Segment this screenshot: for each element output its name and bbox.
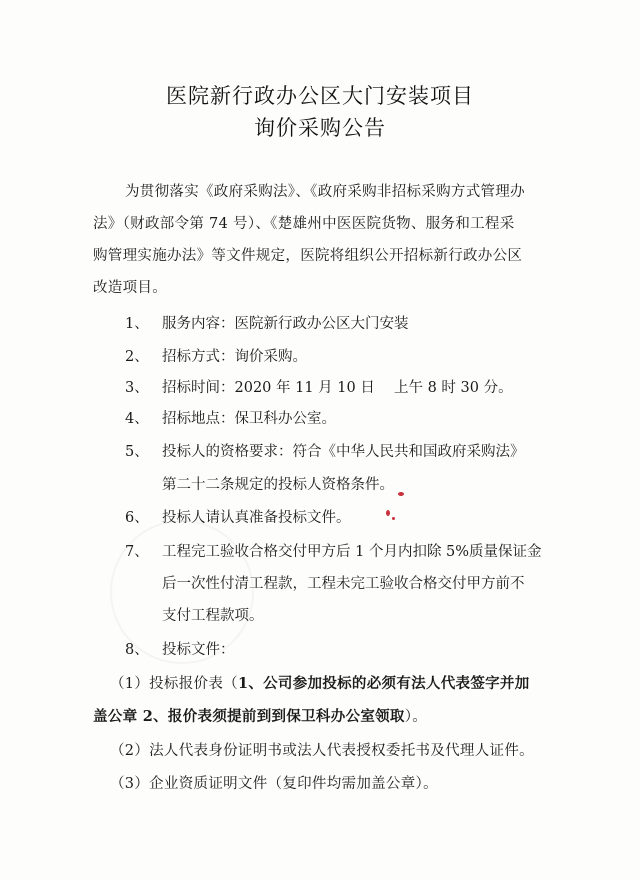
item-number: 7、 (125, 544, 149, 560)
item-text: 第二十二条规定的投标人资格条件。 (162, 477, 394, 493)
red-ink-mark (392, 517, 395, 520)
document-item-1-bold: 1、公司参加投标的必须有法人代表签字并加 (237, 675, 530, 692)
red-ink-mark (386, 510, 390, 516)
item-text: 招标时间：2020 年 11 月 10 日 上午 8 时 30 分。 (162, 380, 513, 396)
item-number: 1、 (125, 316, 149, 332)
document-item-3: （3）企业资质证明文件（复印件均需加盖公章）。 (110, 776, 438, 792)
document-item-1 (110, 672, 530, 693)
intro-line: 购管理实施办法》等文件规定，医院将组织公开招标新行政办公区 (93, 248, 523, 264)
item-number: 6、 (125, 510, 149, 526)
item-text: 投标人的资格要求：符合《中华人民共和国政府采购法》 (162, 444, 525, 460)
item-text: 招标方式：询价采购。 (162, 349, 307, 365)
item-text: 服务内容：医院新行政办公区大门安装 (162, 316, 409, 332)
intro-line: 为贯彻落实《政府采购法》、《政府采购非招标采购方式管理办 (125, 184, 525, 200)
document-item-2: （2）法人代表身份证明书或法人代表授权委托书及代理人证件。 (110, 743, 534, 759)
item-text: 支付工程款项。 (162, 608, 264, 624)
item-text: 后一次性付清工程款，工程未完工验收合格交付甲方前不 (162, 576, 525, 592)
document-item-1-prefix: （1）投标报价表（ (110, 676, 238, 692)
item-number: 3、 (125, 380, 149, 396)
red-ink-mark (398, 492, 404, 496)
document-item-1-continued (93, 705, 427, 726)
item-text: 投标文件： (162, 642, 235, 658)
intro-line: 法》（财政部令第 74 号）、《楚雄州中医医院货物、服务和工程采 (93, 216, 515, 232)
document-item-1-bold: 盖公章 2、报价表须提前到到保卫科办公室领取 (93, 708, 405, 725)
intro-line: 改造项目。 (93, 280, 167, 296)
item-number: 4、 (125, 411, 149, 427)
item-text: 投标人请认真准备投标文件。 (162, 510, 351, 526)
document-title: 医院新行政办公区大门安装项目 (166, 84, 474, 108)
item-number: 2、 (125, 349, 149, 365)
item-text: 工程完工验收合格交付甲方后 1 个月内扣除 5%质量保证金 (162, 544, 542, 560)
document-item-1-suffix: ）。 (404, 709, 428, 725)
faint-stamp-mark (110, 520, 254, 664)
item-number: 8、 (125, 642, 149, 658)
document-subtitle: 询价采购公告 (254, 116, 386, 140)
item-text: 招标地点：保卫科办公室。 (162, 411, 336, 427)
item-number: 5、 (125, 444, 149, 460)
